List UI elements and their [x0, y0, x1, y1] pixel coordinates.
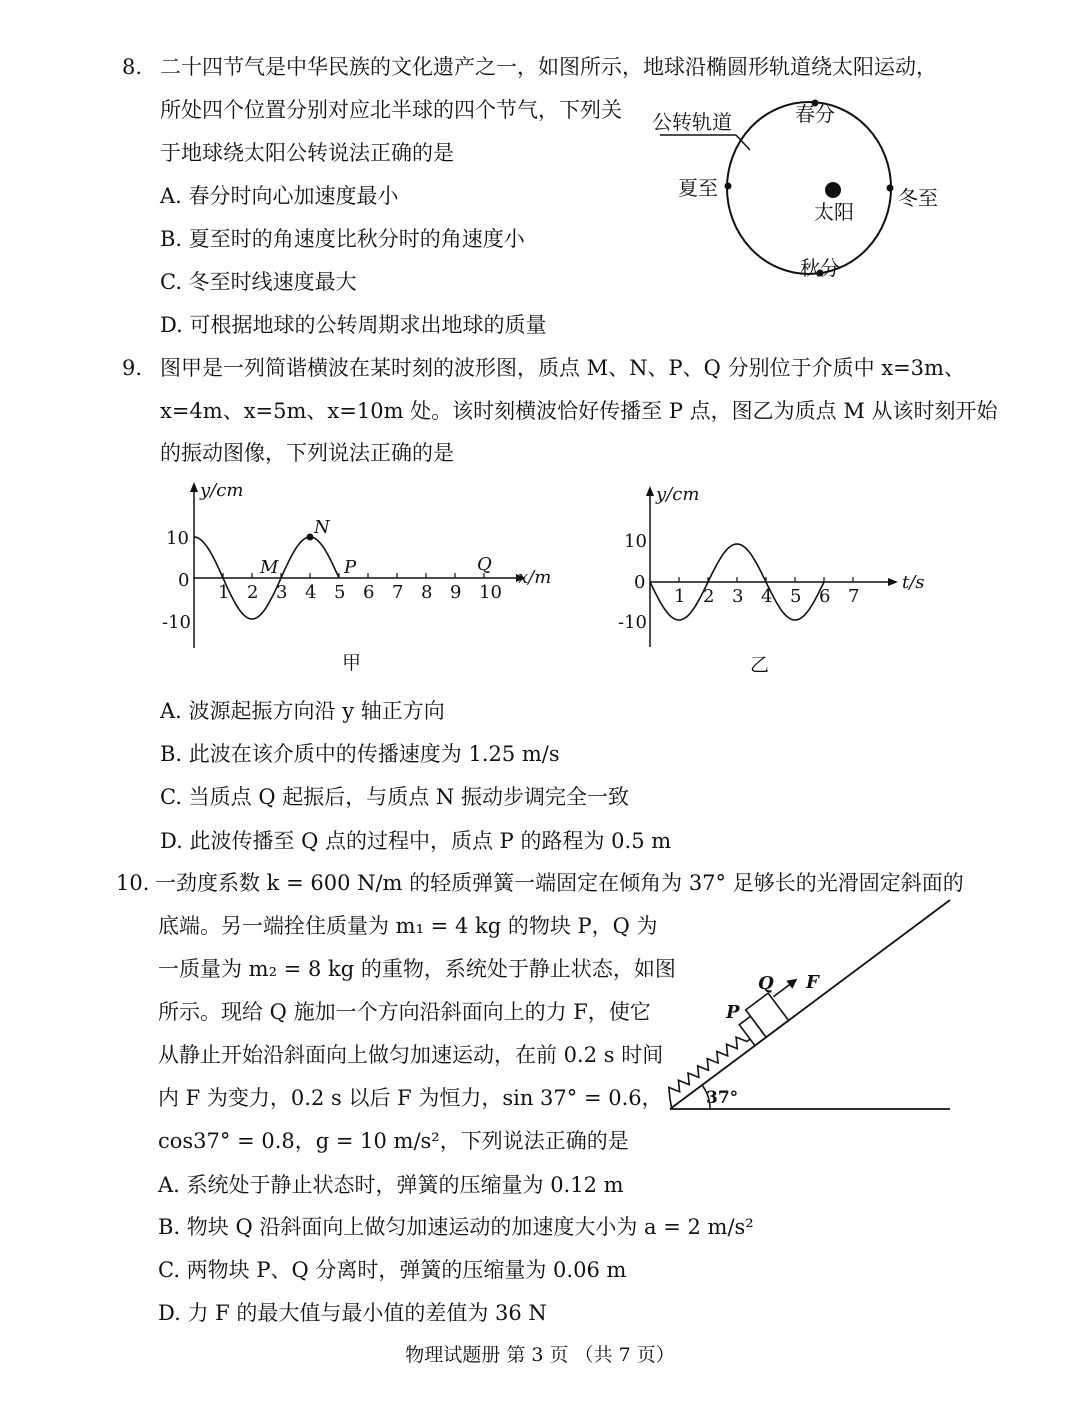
- yi-x-tick-4: 4: [761, 586, 773, 607]
- label-M: M: [260, 557, 279, 578]
- jia-y-label: y/cm: [200, 480, 244, 501]
- incline-line: [670, 900, 950, 1109]
- yi-x-tick-5: 5: [790, 586, 802, 607]
- jia-x-tick-7: 7: [392, 582, 404, 603]
- jia-x-tick-2: 2: [247, 582, 259, 603]
- orbit-label: 公转轨道: [652, 110, 732, 134]
- q9-number: 9.: [122, 356, 143, 380]
- label-P: P: [344, 557, 357, 578]
- q8-option-b: B. 夏至时的角速度比秋分时的角速度小: [160, 227, 525, 251]
- yi-x-tick-6: 6: [819, 586, 831, 607]
- q10-stem-line6: 内 F 为变力，0.2 s 以后 F 为恒力，sin 37° = 0.6，: [158, 1086, 663, 1110]
- yi-caption: 乙: [750, 654, 770, 676]
- q10-option-b: B. 物块 Q 沿斜面向上做匀加速运动的加速度大小为 a = 2 m/s²: [158, 1215, 754, 1239]
- q10-stem-line5: 从静止开始沿斜面向上做匀加速运动，在前 0.2 s 时间: [158, 1043, 664, 1067]
- jia-y-tick-0: 0: [178, 570, 190, 591]
- page-footer: 物理试题册 第 3 页 （共 7 页）: [405, 1344, 675, 1366]
- point-N: [307, 534, 314, 541]
- q8-stem-line3: 于地球绕太阳公转说法正确的是: [160, 141, 454, 165]
- winter-point: [887, 185, 894, 192]
- q10-stem-line2: 底端。另一端拴住质量为 m₁ = 4 kg 的物块 P，Q 为: [158, 914, 658, 938]
- q8-option-a: A. 春分时向心加速度最小: [160, 184, 399, 208]
- sun-label: 太阳: [814, 200, 854, 224]
- orbit-ellipse: [727, 102, 891, 274]
- label-N: N: [314, 517, 330, 538]
- jia-y-tick-neg10: -10: [162, 612, 191, 633]
- q9-option-a: A. 波源起振方向沿 y 轴正方向: [160, 699, 445, 723]
- q8-number: 8.: [122, 55, 143, 79]
- jia-x-tick-6: 6: [363, 582, 375, 603]
- yi-x-tick-3: 3: [732, 586, 744, 607]
- yi-y-tick-10: 10: [624, 531, 647, 552]
- q9-option-c: C. 当质点 Q 起振后，与质点 N 振动步调完全一致: [160, 785, 629, 809]
- jia-x-tick-4: 4: [305, 582, 317, 603]
- q10-stem-line7: cos37° = 0.8，g = 10 m/s²，下列说法正确的是: [158, 1129, 629, 1153]
- jia-y-tick-10: 10: [166, 528, 189, 549]
- angle-label: 37°: [706, 1088, 739, 1108]
- summer-label: 夏至: [678, 176, 718, 200]
- jia-x-tick-5: 5: [334, 582, 346, 603]
- yi-y-tick-0: 0: [634, 572, 646, 593]
- q8-stem-line1: 二十四节气是中华民族的文化遗产之一，如图所示，地球沿椭圆形轨道绕太阳运动，: [160, 55, 937, 79]
- winter-label: 冬至: [898, 186, 938, 210]
- jia-x-label: x/m: [518, 567, 552, 588]
- q10-stem-line4: 所示。现给 Q 施加一个方向沿斜面向上的力 F，使它: [158, 1000, 651, 1024]
- q8-stem-line2: 所处四个位置分别对应北半球的四个节气，下列关: [160, 98, 622, 122]
- q10-stem-line3: 一质量为 m₂ = 8 kg 的重物，系统处于静止状态，如图: [158, 957, 676, 981]
- incline-figure: [650, 890, 960, 1120]
- yi-x-tick-7: 7: [848, 586, 860, 607]
- q10-option-d: D. 力 F 的最大值与最小值的差值为 36 N: [158, 1301, 547, 1325]
- yi-x-label: t/s: [902, 572, 925, 593]
- yi-y-tick-neg10: -10: [618, 612, 647, 633]
- q9-option-b: B. 此波在该介质中的传播速度为 1.25 m/s: [160, 742, 560, 766]
- q10-stem-line1: 一劲度系数 k = 600 N/m 的轻质弹簧一端固定在倾角为 37° 足够长的光滑固定斜面的: [155, 871, 964, 895]
- sun-icon: [825, 182, 841, 198]
- label-Q: Q: [477, 554, 492, 575]
- q9-stem-line1: 图甲是一列简谐横波在某时刻的波形图，质点 M、N、P、Q 分别位于介质中 x=3m、: [160, 356, 965, 380]
- label-P-block: P: [726, 1002, 740, 1023]
- q9-option-d: D. 此波传播至 Q 点的过程中，质点 P 的路程为 0.5 m: [160, 829, 672, 853]
- q8-option-c: C. 冬至时线速度最大: [160, 270, 357, 294]
- q8-option-d: D. 可根据地球的公转周期求出地球的质量: [160, 313, 547, 337]
- q8-orbit-figure: [640, 95, 960, 295]
- q10-option-c: C. 两物块 P、Q 分离时，弹簧的压缩量为 0.06 m: [158, 1258, 627, 1282]
- q9-stem-line2: x=4m、x=5m、x=10m 处。该时刻横波恰好传播至 P 点，图乙为质点 M 从该时刻开始: [160, 399, 998, 423]
- label-Q-block: Q: [758, 973, 774, 994]
- jia-x-tick-9: 9: [450, 582, 462, 603]
- jia-x-tick-3: 3: [276, 582, 288, 603]
- jia-x-tick-1: 1: [218, 582, 230, 603]
- summer-point: [725, 183, 732, 190]
- q10-option-a: A. 系统处于静止状态时，弹簧的压缩量为 0.12 m: [158, 1173, 624, 1197]
- label-F: F: [806, 972, 819, 993]
- jia-x-tick-8: 8: [421, 582, 433, 603]
- yi-x-tick-1: 1: [674, 586, 686, 607]
- vibration-graph-yi: [618, 482, 948, 652]
- jia-x-tick-10: 10: [479, 582, 502, 603]
- yi-x-tick-2: 2: [703, 586, 715, 607]
- jia-caption: 甲: [342, 652, 362, 674]
- q9-stem-line3: 的振动图像，下列说法正确的是: [160, 441, 454, 465]
- spring-label: 春分: [795, 102, 835, 126]
- yi-y-label: y/cm: [656, 484, 700, 505]
- autumn-label: 秋分: [800, 256, 840, 280]
- q10-number: 10.: [116, 871, 150, 895]
